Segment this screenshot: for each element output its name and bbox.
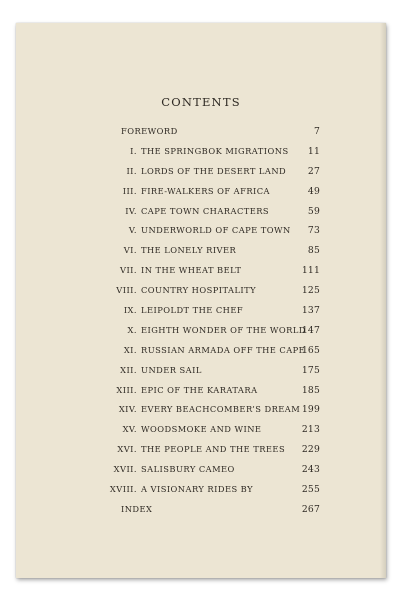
contents-heading: CONTENTS bbox=[161, 95, 241, 109]
toc-entry bbox=[98, 400, 320, 420]
page-number: 175 bbox=[301, 364, 320, 376]
chapter-number: XIII. bbox=[116, 384, 137, 395]
toc-entry bbox=[98, 241, 320, 261]
chapter-title: LEIPOLDT THE CHEF bbox=[141, 305, 244, 316]
chapter-number: II. bbox=[126, 165, 137, 176]
chapter-title: LORDS OF THE DESERT LAND bbox=[141, 165, 287, 176]
page-number: 229 bbox=[301, 444, 320, 456]
toc-entry bbox=[98, 440, 320, 460]
chapter-title: SALISBURY CAMEO bbox=[141, 464, 235, 475]
toc-entry bbox=[98, 480, 320, 500]
chapter-title: RUSSIAN ARMADA OFF THE CAPE bbox=[141, 344, 306, 355]
chapter-title: THE LONELY RIVER bbox=[141, 245, 237, 256]
chapter-number: XI. bbox=[123, 344, 137, 355]
chapter-number: VI. bbox=[123, 245, 137, 256]
page-number: 11 bbox=[307, 145, 320, 157]
chapter-title: THE PEOPLE AND THE TREES bbox=[141, 444, 286, 455]
toc-entry bbox=[98, 341, 320, 361]
page-number: 59 bbox=[307, 205, 320, 217]
page-number: 27 bbox=[307, 165, 320, 177]
page-number: 7 bbox=[313, 126, 320, 137]
page-number: 255 bbox=[301, 484, 320, 496]
page-number: 137 bbox=[301, 305, 320, 317]
chapter-title: EIGHTH WONDER OF THE WORLD bbox=[141, 324, 306, 335]
toc-entry bbox=[98, 321, 320, 341]
chapter-title: INDEX bbox=[121, 503, 153, 514]
page-number: 165 bbox=[301, 344, 320, 356]
chapter-title: UNDERWORLD OF CAPE TOWN bbox=[141, 225, 291, 236]
toc-entry bbox=[98, 381, 320, 401]
chapter-number: VIII. bbox=[116, 285, 137, 296]
chapter-title: UNDER SAIL bbox=[141, 364, 202, 375]
chapter-title: IN THE WHEAT BELT bbox=[141, 265, 242, 276]
chapter-number: X. bbox=[127, 324, 137, 335]
toc-entry bbox=[98, 142, 320, 162]
toc-entry bbox=[98, 182, 320, 202]
toc-entry bbox=[98, 281, 320, 301]
chapter-title: FIRE-WALKERS OF AFRICA bbox=[141, 185, 270, 196]
chapter-title: WOODSMOKE AND WINE bbox=[141, 424, 262, 435]
chapter-title: EPIC OF THE KARATARA bbox=[141, 384, 258, 395]
page-number: 267 bbox=[301, 503, 320, 515]
page-number: 147 bbox=[301, 324, 320, 336]
chapter-number: IX. bbox=[123, 305, 137, 316]
page-number: 199 bbox=[301, 404, 320, 416]
chapter-number: XVII. bbox=[113, 464, 137, 475]
toc-entry bbox=[98, 500, 320, 520]
chapter-title: CAPE TOWN CHARACTERS bbox=[141, 205, 270, 216]
chapter-title: COUNTRY HOSPITALITY bbox=[141, 285, 257, 296]
chapter-number: XVIII. bbox=[109, 484, 137, 495]
page-number: 111 bbox=[301, 265, 320, 277]
chapter-number: IV. bbox=[125, 205, 137, 216]
chapter-title: EVERY BEACHCOMBER’S DREAM bbox=[141, 404, 301, 415]
chapter-number: XVI. bbox=[117, 444, 137, 455]
page-number: 185 bbox=[301, 384, 320, 396]
chapter-number: III. bbox=[122, 185, 137, 196]
toc-entry bbox=[98, 420, 320, 440]
page-number: 85 bbox=[307, 245, 320, 257]
chapter-number: I. bbox=[130, 145, 137, 156]
toc-entry bbox=[98, 162, 320, 182]
page-number: 243 bbox=[301, 464, 320, 476]
chapter-number: XV. bbox=[122, 424, 137, 435]
chapter-number: V. bbox=[128, 225, 137, 236]
toc-entry bbox=[98, 202, 320, 222]
chapter-title: A VISIONARY RIDES BY bbox=[141, 484, 254, 495]
chapter-title: FOREWORD bbox=[121, 126, 178, 136]
chapter-number: VII. bbox=[120, 265, 137, 276]
page-number: 73 bbox=[307, 225, 320, 237]
table-of-contents bbox=[98, 122, 320, 520]
toc-entry bbox=[98, 301, 320, 321]
chapter-number: XII. bbox=[120, 364, 137, 375]
book-page bbox=[16, 23, 386, 578]
toc-entry bbox=[98, 261, 320, 281]
toc-entry bbox=[98, 460, 320, 480]
page-number: 49 bbox=[307, 185, 320, 197]
chapter-title: THE SPRINGBOK MIGRATIONS bbox=[141, 145, 289, 156]
toc-entry bbox=[98, 221, 320, 241]
page-number: 125 bbox=[301, 285, 320, 297]
chapter-number: XIV. bbox=[118, 404, 137, 415]
toc-entry bbox=[98, 361, 320, 381]
page-number: 213 bbox=[301, 424, 320, 436]
toc-entry bbox=[98, 122, 320, 142]
